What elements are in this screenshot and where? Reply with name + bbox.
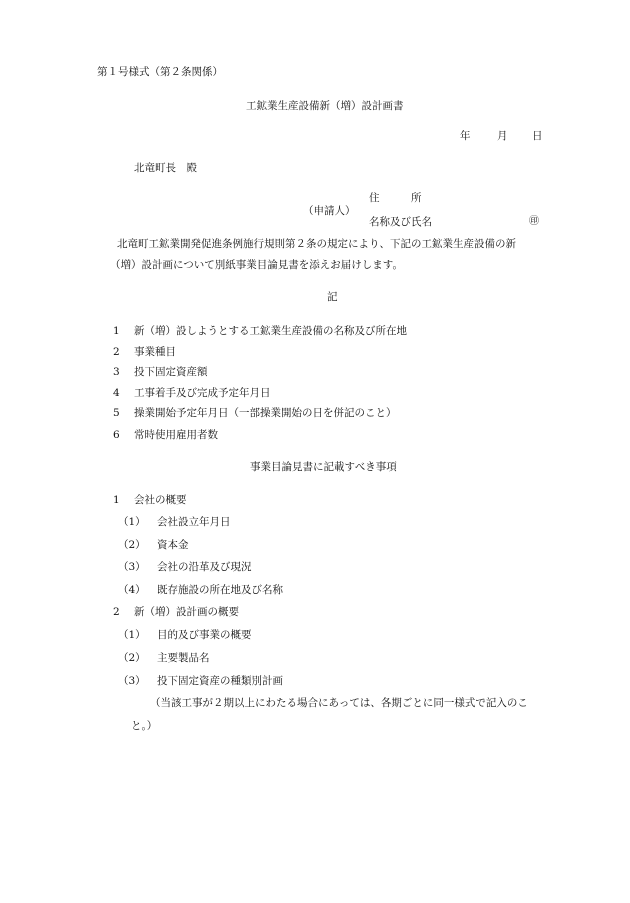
item-number: 1 (113, 325, 120, 337)
item-number: 3 (113, 366, 120, 378)
date-day-label: 日 (532, 130, 543, 142)
section-heading: 新（増）設計画の概要 (134, 606, 239, 618)
ki-heading: 記 (327, 291, 338, 303)
section-2-title: 事業目論見書に記載すべき事項 (250, 461, 397, 473)
sub-item-text: 投下固定資産の種類別計画 (157, 675, 283, 687)
applicant-label: （申請人） (303, 205, 356, 217)
sub-item-number: （2） (118, 539, 146, 551)
item-text: 投下固定資産額 (134, 366, 208, 378)
item-text: 新（増）設しようとする工鉱業生産設備の名称及び所在地 (134, 325, 407, 337)
item-number: 5 (113, 407, 120, 419)
sub-item-text: 目的及び事業の概要 (157, 629, 252, 641)
sub-item-number: （1） (118, 516, 146, 528)
seal-mark: ㊞ (529, 216, 539, 227)
section-number: 2 (113, 606, 120, 618)
sub-item-text: 会社の沿革及び現況 (157, 561, 252, 573)
sub-item-number: （3） (118, 561, 146, 573)
applicant-address-label: 住 所 (369, 192, 422, 204)
item-text: 常時使用雇用者数 (134, 429, 218, 441)
sub-item-text: 既存施設の所在地及び名称 (157, 584, 283, 596)
sub-item-number: （4） (118, 584, 146, 596)
note-line-2: と。） (131, 720, 158, 732)
note-line-1: （当該工事が２期以上にわたる場合にあっては、各期ごとに同一様式で記入のこ (150, 697, 528, 709)
sub-item-text: 主要製品名 (157, 652, 210, 664)
sub-item-number: （3） (118, 675, 146, 687)
item-number: 4 (113, 387, 120, 399)
applicant-name-label: 名称及び氏名 (369, 216, 432, 228)
sub-item-number: （2） (118, 652, 146, 664)
item-number: 6 (113, 429, 120, 441)
item-text: 事業種目 (134, 346, 176, 358)
section-number: 1 (113, 494, 120, 506)
item-number: 2 (113, 346, 120, 358)
addressee: 北竜町長 殿 (134, 162, 197, 174)
date-month-label: 月 (497, 130, 508, 142)
section-heading: 会社の概要 (134, 494, 187, 506)
document-title: 工鉱業生産設備新（増）設計画書 (246, 100, 404, 112)
sub-item-text: 資本金 (157, 539, 189, 551)
form-number: 第１号様式（第２条関係） (97, 66, 223, 78)
date-year-label: 年 (460, 130, 471, 142)
item-text: 工事着手及び完成予定年月日 (134, 387, 271, 399)
item-text: 操業開始予定年月日（一部操業開始の日を併記のこと） (134, 407, 397, 419)
body-text-line-2: （増）設計画について別紙事業目論見書を添えお届けします。 (110, 259, 403, 271)
sub-item-text: 会社設立年月日 (157, 516, 231, 528)
sub-item-number: （1） (118, 629, 146, 641)
body-text-line-1: 北竜町工鉱業開発促進条例施行規則第２条の規定により、下記の工鉱業生産設備の新 (117, 238, 516, 250)
